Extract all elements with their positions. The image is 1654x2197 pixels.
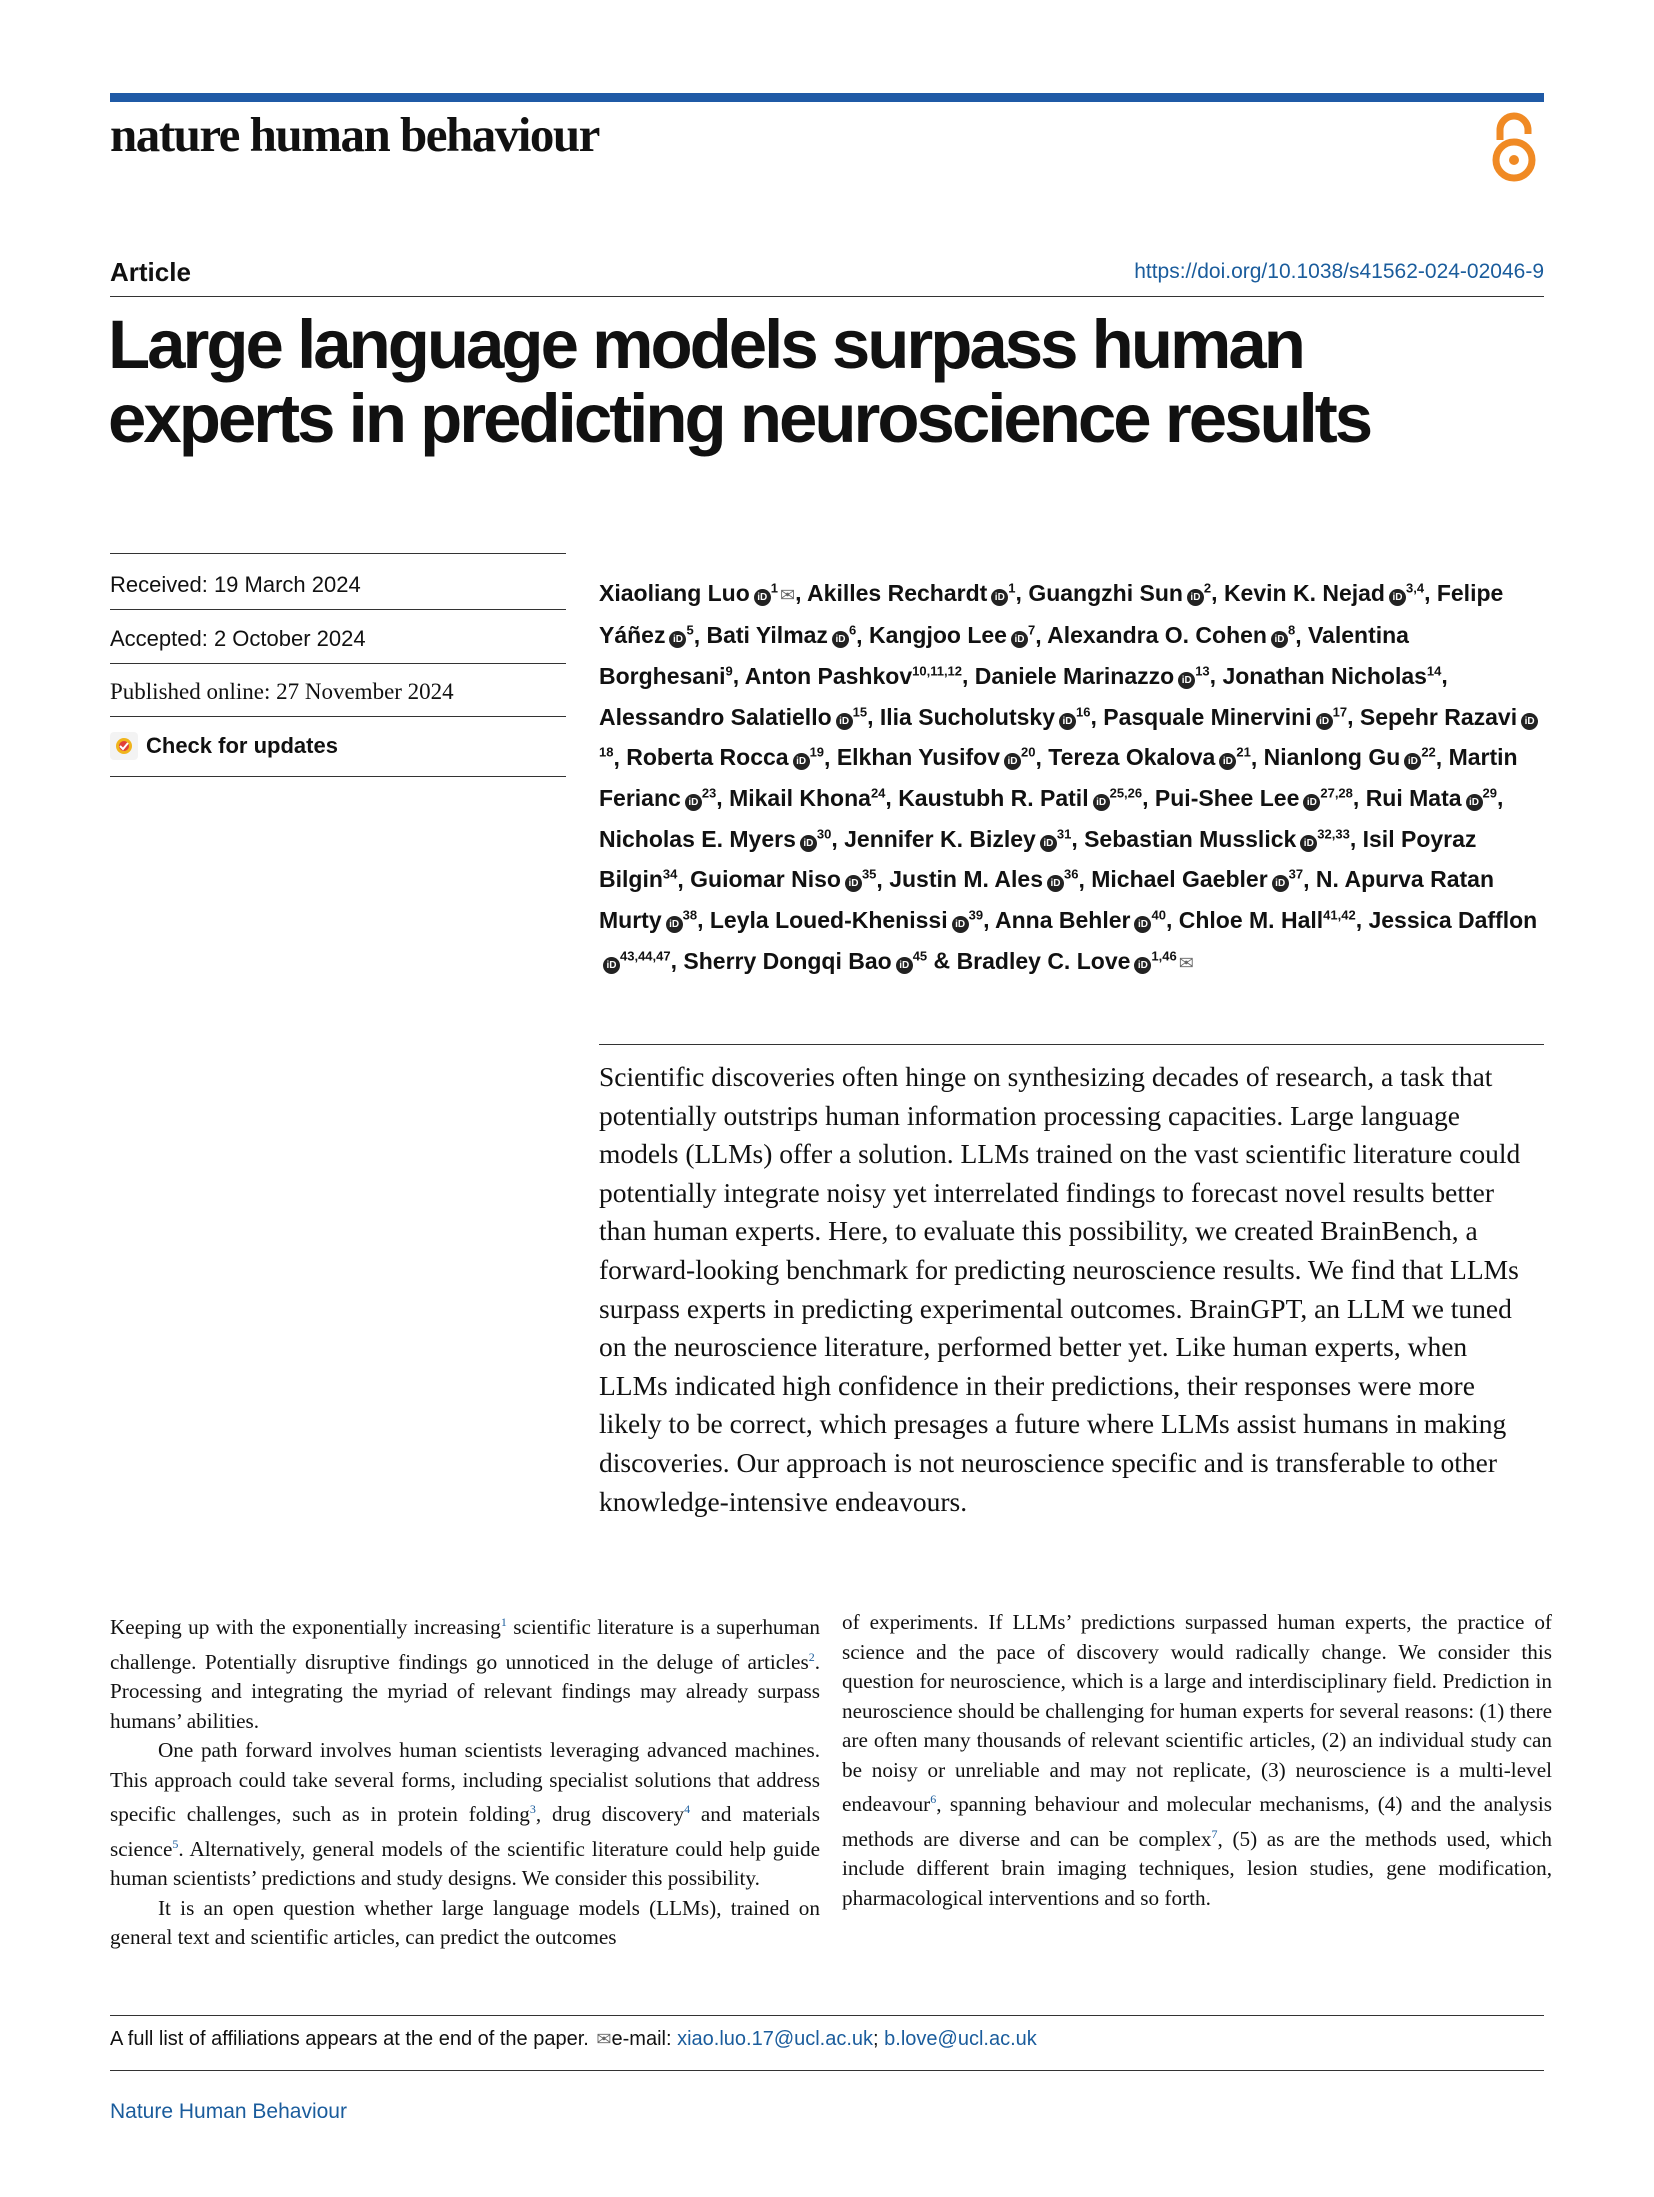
text: One path forward involves human scientists leveraging advanced machines. This approach could take several forms, including specialist solutions that address specific challenges, such as in protein folding <box>110 1738 820 1827</box>
orcid-icon[interactable]: iD <box>832 631 849 648</box>
orcid-icon[interactable]: iD <box>1011 631 1028 648</box>
journal-name: nature human behaviour <box>110 107 599 162</box>
author-name: Jonathan Nicholas <box>1222 662 1427 689</box>
orcid-icon[interactable]: iD <box>1404 753 1421 770</box>
text: . Processing and integrating the myriad of relevant findings may already surpass humans’ abilities. <box>110 1649 820 1733</box>
author[interactable] <box>869 622 1035 648</box>
orcid-icon[interactable]: iD <box>1272 875 1289 892</box>
published-date: Published online: 27 November 2024 <box>110 679 454 704</box>
affiliation-sup: 36 <box>1064 866 1079 882</box>
author-name: Pui-Shee Lee <box>1154 784 1300 811</box>
author-name: Kevin K. Nejad <box>1223 579 1385 606</box>
author-name: Mikail Khona <box>729 784 871 811</box>
orcid-icon[interactable]: iD <box>1047 875 1064 892</box>
author-separator: , <box>824 744 837 771</box>
affiliation-sup: 27,28 <box>1320 785 1353 801</box>
author-name: Justin M. Ales <box>889 866 1043 893</box>
orcid-icon[interactable]: iD <box>603 957 620 974</box>
orcid-icon[interactable]: iD <box>1300 835 1317 852</box>
author[interactable] <box>710 907 983 933</box>
dates-divider-bottom <box>110 776 566 777</box>
author-name: Chloe M. Hall <box>1178 906 1324 933</box>
affiliation-sup: 45 <box>912 947 928 963</box>
author-name: Leyla Loued-Khenissi <box>709 906 948 933</box>
author-name: Daniele Marinazzo <box>974 662 1175 689</box>
orcid-icon[interactable]: iD <box>1389 589 1406 606</box>
author[interactable] <box>880 704 1091 730</box>
author-name: Xiaoliang Luo <box>599 579 750 606</box>
author[interactable] <box>1028 580 1211 606</box>
affiliation-sup: 29 <box>1482 785 1497 801</box>
orcid-icon[interactable]: iD <box>1004 753 1021 770</box>
check-for-updates[interactable] <box>110 732 566 760</box>
affiliation-sup: 1 <box>770 580 779 595</box>
author[interactable] <box>1366 785 1497 811</box>
author-separator: , <box>1090 703 1104 730</box>
author-name: Alexandra O. Cohen <box>1047 622 1267 649</box>
author-name: Anton Pashkov <box>744 662 913 689</box>
author-name: Elkhan Yusifov <box>836 744 1001 771</box>
dates-divider-top <box>110 553 566 554</box>
author-separator: , <box>962 662 975 689</box>
orcid-icon[interactable]: iD <box>685 794 702 811</box>
affiliation-sup: 3,4 <box>1405 580 1425 595</box>
author[interactable] <box>995 907 1166 933</box>
affiliation-sup: 15 <box>852 703 868 719</box>
author-separator: , <box>1035 622 1048 649</box>
affiliation-sup: 10,11,12 <box>912 663 963 679</box>
affiliation-sup: 24 <box>870 785 886 801</box>
author-name: Kangjoo Lee <box>868 622 1007 649</box>
author-separator: , <box>1424 579 1437 606</box>
author-name: Guangzhi Sun <box>1028 579 1183 606</box>
author-separator: & <box>927 947 957 974</box>
author-name: Nicholas E. Myers <box>599 825 796 852</box>
header-divider <box>110 296 1544 297</box>
affiliation-sup: 8 <box>1287 622 1296 638</box>
affiliation-sup: 1,46 <box>1151 947 1177 963</box>
author-name: Felipe Yáñez <box>599 579 1504 649</box>
affiliation-sup: 34 <box>662 866 678 882</box>
affiliation-sup: 40 <box>1151 907 1166 923</box>
author[interactable] <box>898 785 1142 811</box>
email-label: e-mail: <box>611 2028 678 2050</box>
author[interactable] <box>1103 704 1347 730</box>
orcid-icon[interactable]: iD <box>836 713 853 730</box>
orcid-icon[interactable]: iD <box>754 589 771 606</box>
author-name: Alessandro Salatiello <box>599 703 832 730</box>
orcid-icon[interactable]: iD <box>952 916 969 933</box>
text: , drug discovery <box>535 1802 685 1827</box>
author-name: Kaustubh R. Patil <box>898 784 1089 811</box>
text: , spanning behaviour and molecular mechanisms, (4) and the analysis methods are diverse and can be complex <box>842 1792 1552 1851</box>
author-name: Ilia Sucholutsky <box>879 703 1055 730</box>
author-separator: , <box>1497 784 1504 811</box>
affiliations-footnote <box>110 2028 1037 2051</box>
orcid-icon[interactable]: iD <box>793 753 810 770</box>
paragraph-1 <box>110 1608 820 1736</box>
envelope-icon[interactable]: ✉ <box>780 584 796 605</box>
email-separator: ; <box>873 2028 885 2050</box>
footer-journal-name: Nature Human Behaviour <box>110 2100 347 2123</box>
envelope-icon[interactable]: ✉ <box>1178 952 1194 973</box>
text: . Alternatively, general models of the scientific literature could help guide human scientists’ predictions and study designs. We consider this possibility. <box>110 1836 820 1891</box>
author[interactable] <box>957 948 1194 974</box>
author-name: Bati Yilmaz <box>706 622 828 649</box>
author-separator: , <box>867 703 880 730</box>
author-separator: , <box>1071 825 1085 852</box>
paragraph-3-start: It is an open question whether large language models (LLMs), trained on general text and scientific articles, can predict the outcomes <box>110 1895 820 1950</box>
affiliation-sup: 23 <box>701 785 717 801</box>
affiliation-sup: 32,33 <box>1317 825 1350 841</box>
author-list <box>599 570 1544 981</box>
author-name: Isil Poyraz Bilgin <box>599 825 1477 893</box>
article-title <box>108 308 1548 456</box>
affiliation-sup: 19 <box>809 744 825 760</box>
orcid-icon[interactable]: iD <box>800 835 817 852</box>
author-name: Nianlong Gu <box>1263 744 1401 771</box>
author-name: Michael Gaebler <box>1091 866 1268 893</box>
author[interactable] <box>844 826 1071 852</box>
check-updates-icon <box>110 732 138 760</box>
email-link-love[interactable]: b.love@ucl.ac.uk <box>884 2028 1037 2050</box>
author-name: Sherry Dongqi Bao <box>683 947 892 974</box>
citation-ref[interactable]: 4 <box>684 1802 691 1817</box>
author-name: Jennifer K. Bizley <box>844 825 1036 852</box>
author-separator: , <box>856 622 869 649</box>
affiliation-sup: 35 <box>861 866 877 882</box>
author-separator: , <box>885 784 899 811</box>
author-separator: , <box>613 744 627 771</box>
author-separator: , <box>795 579 808 606</box>
orcid-icon[interactable]: iD <box>1316 713 1333 730</box>
doi-link[interactable]: https://doi.org/10.1038/s41562-024-02046-9 <box>1134 260 1544 283</box>
author-separator: , <box>1165 906 1179 933</box>
affiliation-sup: 5 <box>686 622 694 638</box>
author-separator: , <box>1347 703 1360 730</box>
author[interactable] <box>626 744 824 770</box>
orcid-icon[interactable]: iD <box>1134 916 1151 933</box>
author-separator: , <box>677 866 691 893</box>
orcid-icon[interactable]: iD <box>1521 713 1538 730</box>
affiliation-sup: 21 <box>1236 744 1251 760</box>
received-date: Received: 19 March 2024 <box>110 572 361 597</box>
author[interactable] <box>1155 785 1353 811</box>
affiliation-sup: 6 <box>848 622 857 638</box>
text: scientific literature is a superhuman challenge. Potentially disruptive findings go unnoticed in the deluge of articles <box>110 1615 820 1674</box>
author-name: N. Apurva Ratan Murty <box>599 866 1494 933</box>
author-separator: , <box>1435 744 1449 771</box>
author[interactable] <box>837 744 1036 770</box>
author-separator: , <box>1295 622 1308 649</box>
author-separator: , <box>693 622 707 649</box>
affiliation-sup: 30 <box>816 825 832 841</box>
author[interactable] <box>1224 580 1424 606</box>
author[interactable] <box>975 663 1210 689</box>
author[interactable] <box>745 663 962 689</box>
author[interactable] <box>1179 907 1356 933</box>
author-separator: , <box>1035 744 1049 771</box>
orcid-icon[interactable]: iD <box>1040 835 1057 852</box>
author[interactable] <box>729 785 885 811</box>
author-separator: , <box>831 825 845 852</box>
orcid-icon[interactable]: iD <box>1059 713 1076 730</box>
affiliation-sup: 1 <box>1008 580 1016 595</box>
affiliation-sup: 41,42 <box>1323 907 1356 923</box>
author-separator: , <box>1355 906 1369 933</box>
author-separator: , <box>697 906 710 933</box>
author-separator: , <box>1349 825 1363 852</box>
open-access-icon <box>1490 112 1538 184</box>
citation-ref[interactable]: 7 <box>1211 1826 1218 1841</box>
author[interactable] <box>1047 622 1295 648</box>
author-name: Martin Ferianc <box>599 744 1518 811</box>
affiliation-sup: 20 <box>1021 744 1036 760</box>
citation-ref[interactable]: 3 <box>529 1802 536 1817</box>
text: , (5) as are the methods used, which include different brain imaging techniques, lesion studies, gene modification, pharmacological interventions and so forth. <box>842 1826 1552 1910</box>
paragraph-3-cont <box>842 1608 1552 1913</box>
affiliation-sup: 17 <box>1332 703 1348 719</box>
affiliation-sup: 39 <box>968 907 984 923</box>
citation-ref[interactable]: 1 <box>500 1615 507 1629</box>
affiliation-sup: 18 <box>599 744 614 760</box>
footer-divider <box>110 2070 1544 2071</box>
text: of experiments. If LLMs’ predictions surpassed human experts, the practice of science and the pace of discovery would radically change. We consider this question for neuroscience, which is a large and interdisciplinary field. Prediction in neuroscience should be challenging for human experts for several reasons: (1) there are often many thousands of relevant scientific articles, (2) an individual study can be noisy or unreliable and may not replicate, (3) neuroscience is a multi-level endeavour <box>842 1610 1552 1817</box>
author-name: Pasquale Minervini <box>1103 703 1312 730</box>
author-separator: , <box>716 784 730 811</box>
author[interactable] <box>599 580 795 606</box>
orcid-icon[interactable]: iD <box>1093 794 1110 811</box>
text: Keeping up with the exponentially increasing <box>110 1615 501 1640</box>
author[interactable] <box>807 580 1015 606</box>
author[interactable] <box>1091 866 1303 892</box>
author-separator: , <box>983 906 995 933</box>
orcid-icon[interactable]: iD <box>1466 794 1483 811</box>
author[interactable] <box>889 866 1078 892</box>
abstract-divider <box>599 1044 1544 1045</box>
author-name: Rui Mata <box>1365 784 1462 811</box>
body-column-right <box>842 1608 1552 1913</box>
orcid-icon[interactable]: iD <box>896 957 913 974</box>
author[interactable] <box>683 948 927 974</box>
orcid-icon[interactable]: iD <box>669 631 686 648</box>
author-separator: , <box>1352 784 1366 811</box>
affiliation-sup: 7 <box>1027 622 1036 638</box>
orcid-icon[interactable]: iD <box>666 916 683 933</box>
orcid-icon[interactable]: iD <box>845 875 862 892</box>
body-column-left <box>110 1608 820 1953</box>
footnote-text: A full list of affiliations appears at the end of the paper. <box>110 2028 595 2050</box>
abstract: Scientific discoveries often hinge on synthesizing decades of research, a task that potentially outstrips human information processing capacities. Large language models (LLMs) offer a solution. LLMs trained on the vast scientific literature could potentially integrate noisy yet interrelated findings to forecast novel results better than human experts. Here, to evaluate this possibility, we created BrainBench, a forward-looking benchmark for predicting neuroscience results. We find that LLMs surpass experts in predicting experimental outcomes. BrainGPT, an LLM we tuned on the neuroscience literature, performed better yet. Like human experts, when LLMs indicated high confidence in their predictions, their responses were more likely to be correct, which presages a future where LLMs assist humans in making discoveries. Our approach is not neuroscience specific and is transferable to other knowledge-intensive endeavours. <box>599 1061 1521 1517</box>
author[interactable] <box>599 826 831 852</box>
affiliation-sup: 31 <box>1056 825 1072 841</box>
citation-ref[interactable]: 6 <box>930 1792 937 1806</box>
orcid-icon[interactable]: iD <box>1187 589 1204 606</box>
author-separator: , <box>1303 866 1316 893</box>
orcid-icon[interactable]: iD <box>1271 631 1288 648</box>
title-line-2: experts in predicting neuroscience results <box>108 380 1371 457</box>
author-separator: , <box>1211 579 1224 606</box>
author-name: Guiomar Niso <box>690 866 841 893</box>
author-name: Anna Behler <box>995 906 1131 933</box>
author-separator: , <box>1441 662 1448 689</box>
affiliation-sup: 25,26 <box>1109 785 1143 801</box>
author[interactable] <box>1048 744 1251 770</box>
author-separator: , <box>1142 784 1155 811</box>
author-name: Tereza Okalova <box>1048 744 1216 771</box>
affiliation-sup: 37 <box>1288 866 1304 882</box>
author-name: Akilles Rechardt <box>807 579 988 606</box>
author-name: Valentina Borghesani <box>599 622 1409 689</box>
affiliation-sup: 22 <box>1421 744 1436 760</box>
article-type: Article <box>110 257 191 287</box>
author[interactable] <box>690 866 876 892</box>
orcid-icon[interactable]: iD <box>1134 957 1151 974</box>
affiliation-sup: 16 <box>1076 703 1091 719</box>
orcid-icon[interactable]: iD <box>1303 794 1320 811</box>
author-name: Sebastian Musslick <box>1084 825 1297 852</box>
citation-ref[interactable]: 5 <box>172 1836 179 1851</box>
dates-divider <box>110 609 566 610</box>
author-name: Jessica Dafflon <box>1368 906 1538 933</box>
affiliation-sup: 9 <box>725 663 733 679</box>
accepted-date: Accepted: 2 October 2024 <box>110 626 366 651</box>
affiliation-sup: 14 <box>1426 663 1442 679</box>
author-separator: , <box>1015 579 1029 606</box>
author-separator: , <box>732 662 745 689</box>
dates-divider <box>110 663 566 664</box>
affiliation-sup: 13 <box>1195 663 1210 679</box>
journal-top-bar <box>110 93 1544 102</box>
author[interactable] <box>1264 744 1436 770</box>
citation-ref[interactable]: 2 <box>808 1649 815 1664</box>
author[interactable] <box>707 622 857 648</box>
author-separator: , <box>1078 866 1092 893</box>
orcid-icon[interactable]: iD <box>991 589 1008 606</box>
envelope-icon: ✉ <box>596 2029 612 2049</box>
author-name: Roberta Rocca <box>626 744 789 771</box>
orcid-icon[interactable]: iD <box>1219 753 1236 770</box>
author-name: Bradley C. Love <box>956 947 1131 974</box>
author[interactable] <box>1084 826 1350 852</box>
orcid-icon[interactable]: iD <box>1178 672 1195 689</box>
affiliation-sup: 43,44,47 <box>620 947 671 963</box>
check-updates-label: Check for updates <box>146 733 338 758</box>
title-line-1: Large language models surpass human <box>108 306 1303 383</box>
author-separator: , <box>876 866 890 893</box>
author[interactable] <box>599 704 867 730</box>
author[interactable] <box>1222 663 1441 689</box>
affiliation-sup: 2 <box>1203 580 1212 595</box>
author-separator: , <box>670 947 684 974</box>
author-name: Sepehr Razavi <box>1359 703 1518 730</box>
author-separator: , <box>1250 744 1264 771</box>
dates-divider <box>110 716 566 717</box>
footnote-divider <box>110 2015 1544 2016</box>
author-separator: , <box>1209 662 1223 689</box>
affiliation-sup: 38 <box>682 907 698 923</box>
email-link-luo[interactable]: xiao.luo.17@ucl.ac.uk <box>677 2028 874 2050</box>
paragraph-2 <box>110 1736 820 1894</box>
text: and materials science <box>110 1802 820 1861</box>
